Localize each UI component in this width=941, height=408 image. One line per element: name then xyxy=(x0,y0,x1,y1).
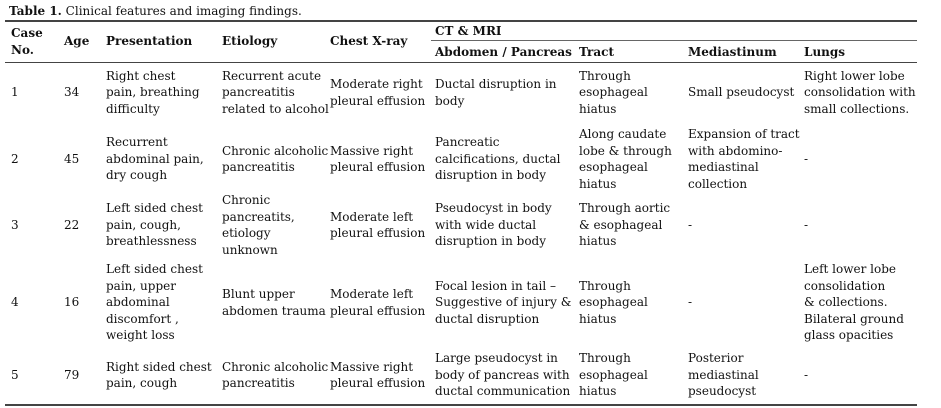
cell-mediastinum-line: Expansion of tract xyxy=(688,127,800,141)
cell-mediastinum-line: mediastinal xyxy=(688,160,759,174)
cell-tract-line: hiatus xyxy=(579,384,617,399)
cell-age xyxy=(64,294,79,311)
cell-tract-line: hiatus xyxy=(579,234,617,249)
cell-etiology-line: related to alcohol xyxy=(222,101,329,116)
table-bottom-rule xyxy=(5,404,917,406)
cell-case-number xyxy=(11,217,19,234)
cell-chest-xray-line: Massive right xyxy=(330,359,414,374)
cell-presentation-line: Right sided chest xyxy=(106,359,212,374)
cell-lungs-line: - xyxy=(804,367,809,382)
cell-etiology-line: pancreatitis xyxy=(222,85,295,100)
cell-tract xyxy=(579,350,648,400)
cell-presentation xyxy=(106,134,204,184)
cell-presentation-line: breathlessness xyxy=(106,234,197,249)
cell-presentation xyxy=(106,68,200,118)
cell-chest-xray-line: pleural effusion xyxy=(330,226,426,240)
table-top-rule xyxy=(5,20,917,22)
cell-lungs-line: small collections. xyxy=(804,101,910,116)
cell-mediastinum-line: collection xyxy=(688,176,748,191)
cell-abdomen-pancreas xyxy=(435,350,570,400)
cell-etiology-line: Blunt upper xyxy=(222,287,295,301)
cell-chest-xray xyxy=(330,76,425,109)
cell-abdomen-pancreas-line: disruption in body xyxy=(435,234,546,249)
cell-presentation-line: Recurrent xyxy=(106,135,168,150)
cell-case-number-line: 3 xyxy=(11,217,19,232)
cell-tract-line: Through aortic xyxy=(579,201,671,216)
cell-tract-line: hiatus xyxy=(579,176,617,191)
cell-tract xyxy=(579,126,672,192)
cell-chest-xray-line: Moderate right xyxy=(330,77,423,91)
cell-abdomen-pancreas-line: body xyxy=(435,93,465,108)
header-lungs: Lungs xyxy=(804,45,846,59)
cell-abdomen-pancreas-line: Pancreatic xyxy=(435,135,500,150)
header-etiology: Etiology xyxy=(222,34,278,48)
cell-abdomen-pancreas-line: Suggestive of injury & xyxy=(435,295,572,310)
cell-lungs xyxy=(804,261,904,344)
cell-etiology xyxy=(222,286,326,319)
cell-etiology xyxy=(222,192,295,258)
header-bottom-rule xyxy=(5,62,917,63)
cell-etiology xyxy=(222,68,329,118)
cell-tract xyxy=(579,68,648,118)
cell-presentation-line: Left sided chest xyxy=(106,201,203,216)
cell-case-number xyxy=(11,367,19,384)
cell-chest-xray-line: pleural effusion xyxy=(330,160,426,174)
cell-etiology-line: etiology xyxy=(222,226,271,240)
cell-abdomen-pancreas-line: calcifications, ductal xyxy=(435,151,561,166)
cell-tract-line: hiatus xyxy=(579,101,617,116)
cell-age-line: 16 xyxy=(64,295,80,310)
cell-mediastinum-line: with abdomino- xyxy=(688,143,783,158)
cell-age xyxy=(64,151,79,168)
cell-etiology-line: Chronic alcoholic xyxy=(222,359,329,374)
cell-presentation-line: abdominal pain, xyxy=(106,151,204,166)
cell-lungs xyxy=(804,367,808,384)
cell-etiology-line: pancreatits, xyxy=(222,209,295,224)
cell-etiology xyxy=(222,143,328,176)
cell-mediastinum-line: Small pseudocyst xyxy=(688,85,795,100)
cell-case-number-line: 1 xyxy=(11,85,19,100)
cell-tract-line: esophageal xyxy=(579,295,648,310)
cell-lungs-line: - xyxy=(804,217,809,232)
cell-presentation-line: pain, upper xyxy=(106,278,176,293)
cell-mediastinum-line: Posterior xyxy=(688,351,744,366)
cell-age-line: 45 xyxy=(64,151,80,166)
cell-chest-xray-line: Moderate left xyxy=(330,287,414,301)
cell-tract-line: esophageal xyxy=(579,367,648,382)
cell-etiology-line: unknown xyxy=(222,242,278,257)
cell-presentation-line: dry cough xyxy=(106,168,168,183)
cell-lungs xyxy=(804,217,808,234)
cell-etiology-line: Recurrent acute xyxy=(222,68,322,83)
cell-abdomen-pancreas-line: Pseudocyst in body xyxy=(435,201,552,216)
cell-etiology-line: Chronic xyxy=(222,193,271,207)
cell-chest-xray-line: Moderate left xyxy=(330,209,414,224)
cell-mediastinum xyxy=(688,84,794,101)
header-mediastinum: Mediastinum xyxy=(688,45,777,59)
cell-case-number xyxy=(11,84,19,101)
cell-case-number xyxy=(11,294,19,311)
cell-tract-line: Through xyxy=(579,68,631,83)
cell-presentation xyxy=(106,359,212,392)
cell-mediastinum-line: - xyxy=(688,217,693,232)
cell-abdomen-pancreas-line: with wide ductal xyxy=(435,217,537,232)
cell-case-number-line: 4 xyxy=(11,295,19,310)
cell-abdomen-pancreas xyxy=(435,278,571,328)
cell-tract-line: & esophageal xyxy=(579,217,663,232)
cell-case-number xyxy=(11,151,19,168)
cell-age xyxy=(64,217,79,234)
cell-tract-line: Through xyxy=(579,278,631,293)
cell-lungs-line: consolidation with xyxy=(804,85,916,100)
cell-lungs-line: & collections. xyxy=(804,295,888,310)
table-caption xyxy=(9,3,302,20)
cell-mediastinum xyxy=(688,217,692,234)
cell-case-number-line: 5 xyxy=(11,367,19,382)
header-presentation: Presentation xyxy=(106,34,193,48)
cell-presentation-line: pain, breathing xyxy=(106,85,200,100)
cell-etiology xyxy=(222,359,328,392)
cell-age-line: 22 xyxy=(64,217,80,232)
cell-lungs-line: Bilateral ground xyxy=(804,311,904,326)
cell-abdomen-pancreas-line: disruption in body xyxy=(435,168,546,183)
cell-age-line: 34 xyxy=(64,85,80,100)
header-case-no-line2: No. xyxy=(11,42,34,57)
cell-etiology-line: Chronic alcoholic xyxy=(222,143,329,158)
cell-mediastinum xyxy=(688,126,800,192)
header-age: Age xyxy=(64,34,90,48)
header-case-no-line1: Case xyxy=(11,26,43,40)
cell-lungs-line: Right lower lobe xyxy=(804,68,905,83)
cell-tract-line: lobe & through xyxy=(579,143,672,158)
cell-tract xyxy=(579,200,670,250)
cell-mediastinum-line: mediastinal xyxy=(688,367,759,382)
cell-etiology-line: pancreatitis xyxy=(222,160,295,174)
cell-presentation xyxy=(106,261,203,344)
cell-presentation-line: weight loss xyxy=(106,328,175,343)
cell-abdomen-pancreas xyxy=(435,76,557,109)
cell-case-number-line: 2 xyxy=(11,151,19,166)
table-caption-label: Table 1. xyxy=(9,4,62,18)
cell-lungs-line: glass opacities xyxy=(804,328,894,343)
cell-abdomen-pancreas xyxy=(435,200,552,250)
cell-chest-xray-line: pleural effusion xyxy=(330,93,426,108)
cell-mediastinum xyxy=(688,350,759,400)
cell-lungs-line: - xyxy=(804,151,809,166)
cell-tract-line: hiatus xyxy=(579,311,617,326)
cell-tract-line: esophageal xyxy=(579,160,648,174)
cell-chest-xray-line: pleural effusion xyxy=(330,303,426,318)
cell-chest-xray xyxy=(330,359,425,392)
cell-abdomen-pancreas-line: Focal lesion in tail – xyxy=(435,278,556,293)
cell-tract-line: Through xyxy=(579,351,631,366)
cell-presentation xyxy=(106,200,203,250)
cell-etiology-line: pancreatitis xyxy=(222,376,295,390)
cell-presentation-line: Left sided chest xyxy=(106,262,203,277)
header-case-no xyxy=(11,25,43,58)
cell-presentation-line: abdominal xyxy=(106,295,170,310)
header-tract: Tract xyxy=(579,45,615,59)
cell-mediastinum-line: pseudocyst xyxy=(688,384,757,399)
cell-presentation-line: difficulty xyxy=(106,101,160,116)
cell-tract-line: Along caudate xyxy=(579,127,667,141)
cell-chest-xray xyxy=(330,209,425,242)
cell-lungs xyxy=(804,68,916,118)
cell-presentation-line: pain, cough, xyxy=(106,217,181,232)
cell-mediastinum-line: - xyxy=(688,295,693,310)
cell-age-line: 79 xyxy=(64,367,80,382)
cell-tract xyxy=(579,278,648,328)
cell-abdomen-pancreas-line: Ductal disruption in xyxy=(435,77,557,91)
table-caption-text: Clinical features and imaging findings. xyxy=(61,4,302,18)
cell-presentation-line: pain, cough xyxy=(106,376,178,390)
cell-lungs-line: Left lower lobe xyxy=(804,262,896,277)
cell-chest-xray xyxy=(330,143,425,176)
cell-chest-xray xyxy=(330,286,425,319)
cell-age xyxy=(64,84,79,101)
cell-abdomen-pancreas-line: ductal communication xyxy=(435,384,571,399)
cell-chest-xray-line: Massive right xyxy=(330,143,414,158)
cell-lungs xyxy=(804,151,808,168)
cell-presentation-line: discomfort , xyxy=(106,311,179,326)
header-chest-xray: Chest X-ray xyxy=(330,34,408,48)
cell-chest-xray-line: pleural effusion xyxy=(330,376,426,390)
header-abdomen-pancreas: Abdomen / Pancreas xyxy=(435,45,572,59)
cell-presentation-line: Right chest xyxy=(106,68,176,83)
cell-etiology-line: abdomen trauma xyxy=(222,303,326,318)
cell-abdomen-pancreas xyxy=(435,134,561,184)
ct-mri-group-rule xyxy=(431,40,917,41)
cell-tract-line: esophageal xyxy=(579,85,648,100)
cell-lungs-line: consolidation xyxy=(804,278,886,293)
cell-abdomen-pancreas-line: Large pseudocyst in xyxy=(435,351,558,366)
cell-abdomen-pancreas-line: ductal disruption xyxy=(435,311,540,326)
header-ct-mri: CT & MRI xyxy=(435,24,502,38)
cell-abdomen-pancreas-line: body of pancreas with xyxy=(435,367,570,382)
cell-mediastinum xyxy=(688,294,692,311)
cell-age xyxy=(64,367,79,384)
